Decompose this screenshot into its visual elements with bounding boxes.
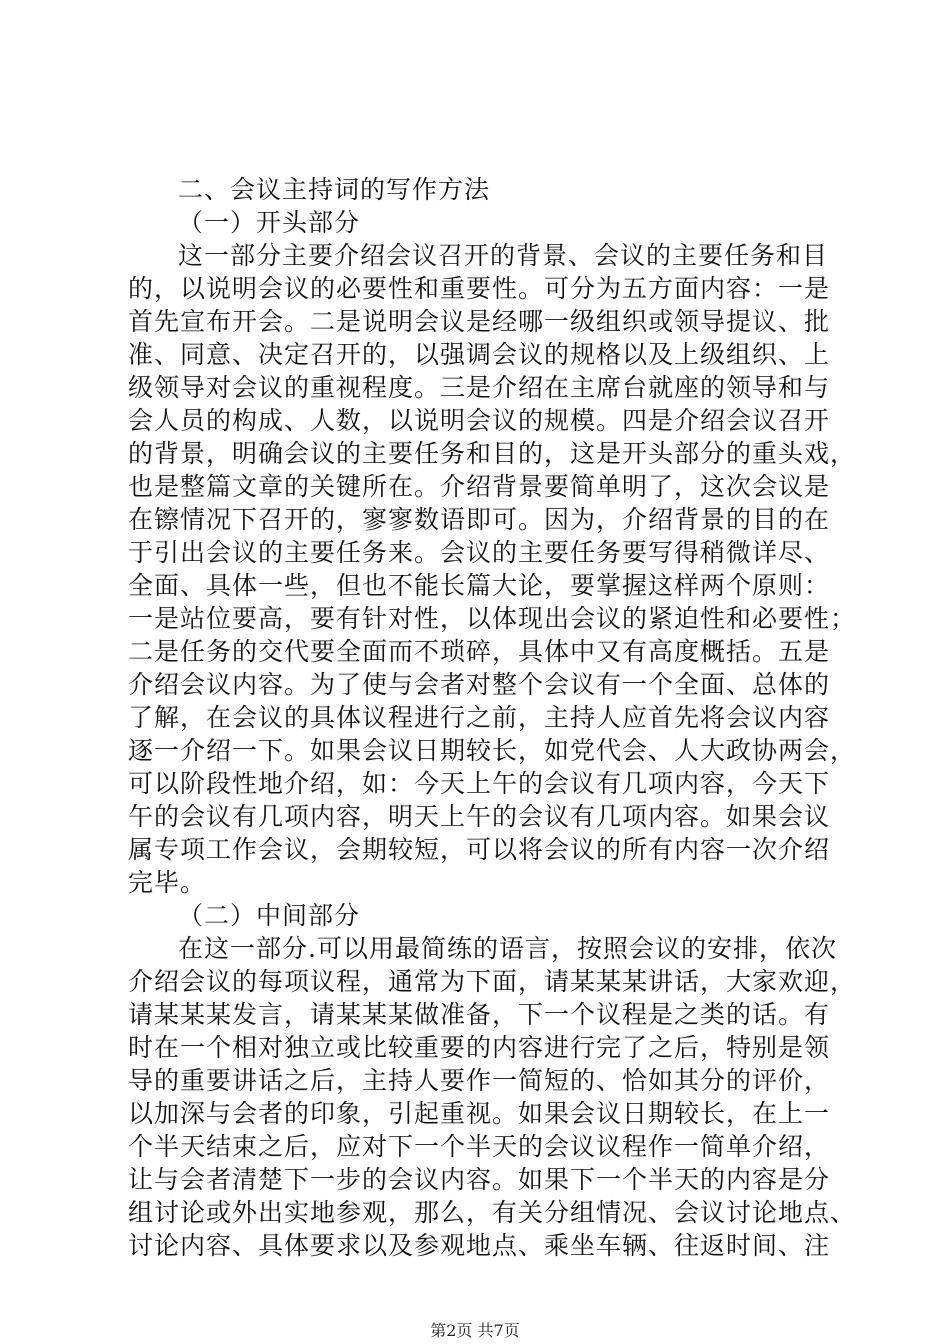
paragraph-line: 组讨论或外出实地参观，那么，有关分组情况、会议讨论地点、 <box>128 1198 857 1227</box>
paragraph-line: 的背景，明确会议的主要任务和目的，这是开头部分的重头戏， <box>128 439 857 468</box>
paragraph-line: 会人员的构成、人数，以说明会议的规模。四是介绍会议召开 <box>128 406 831 435</box>
paragraph-line: 导的重要讲话之后，主持人要作一简短的、恰如其分的评价， <box>128 1066 831 1095</box>
paragraph-line: 一是站位要高，要有针对性，以体现出会议的紧迫性和必要性； <box>128 604 857 633</box>
paragraph-line: 二是任务的交代要全面而不琐碎，具体中又有高度概括。五是 <box>128 637 831 666</box>
paragraph-line: 介绍会议内容。为了使与会者对整个会议有一个全面、总体的 <box>128 670 831 699</box>
paragraph-line: 属专项工作会议，会期较短，可以将会议的所有内容一次介绍 <box>128 835 831 864</box>
paragraph-line: 逐一介绍一下。如果会议日期较长，如党代会、人大政协两会， <box>128 736 857 765</box>
paragraph-line: 的，以说明会议的必要性和重要性。可分为五方面内容：一是 <box>128 274 831 303</box>
paragraph-line: 个半天结束之后，应对下一个半天的会议议程作一简单介绍， <box>128 1132 831 1161</box>
paragraph-line: 也是整篇文章的关键所在。介绍背景要简单明了，这次会议是 <box>128 472 831 501</box>
paragraph-line: 了解，在会议的具体议程进行之前，主持人应首先将会议内容 <box>128 703 831 732</box>
paragraph-line: 准、同意、决定召开的，以强调会议的规格以及上级组织、上 <box>128 340 831 369</box>
paragraph-line: 首先宣布开会。二是说明会议是经哪一级组织或领导提议、批 <box>128 307 831 336</box>
section-heading: 二、会议主持词的写作方法 <box>178 175 491 204</box>
paragraph-line: 请某某某发言，请某某某做准备，下一个议程是之类的话。有 <box>128 1000 831 1029</box>
paragraph-line: 午的会议有几项内容，明天上午的会议有几项内容。如果会议 <box>128 802 831 831</box>
paragraph-line: 介绍会议的每项议程，通常为下面，请某某某讲话，大家欢迎， <box>128 967 857 996</box>
paragraph-line: 让与会者清楚下一步的会议内容。如果下一个半天的内容是分 <box>128 1165 831 1194</box>
subsection-heading: （一）开头部分 <box>178 208 361 237</box>
page-number-footer: 第2页 共7页 <box>430 1321 520 1340</box>
paragraph-line: 完毕。 <box>128 868 207 897</box>
paragraph-line: 可以阶段性地介绍，如：今天上午的会议有几项内容，今天下 <box>128 769 831 798</box>
paragraph-line: 在镲情况下召开的，寥寥数语即可。因为，介绍背景的目的在 <box>128 505 831 534</box>
paragraph-line: 这一部分主要介绍会议召开的背景、会议的主要任务和目 <box>178 241 829 270</box>
paragraph-line: 级领导对会议的重视程度。三是介绍在主席台就座的领导和与 <box>128 373 831 402</box>
paragraph-line: 以加深与会者的印象，引起重视。如果会议日期较长，在上一 <box>128 1099 831 1128</box>
paragraph-line: 在这一部分.可以用最简练的语言，按照会议的安排，依次 <box>178 934 837 963</box>
paragraph-line: 讨论内容、具体要求以及参观地点、乘坐车辆、往返时间、注 <box>128 1231 831 1260</box>
paragraph-line: 于引出会议的主要任务来。会议的主要任务要写得稍微详尽、 <box>128 538 831 567</box>
paragraph-line: 全面、具体一些，但也不能长篇大论，要掌握这样两个原则： <box>128 571 831 600</box>
paragraph-line: 时在一个相对独立或比较重要的内容进行完了之后，特别是领 <box>128 1033 831 1062</box>
subsection-heading: （二）中间部分 <box>178 901 361 930</box>
